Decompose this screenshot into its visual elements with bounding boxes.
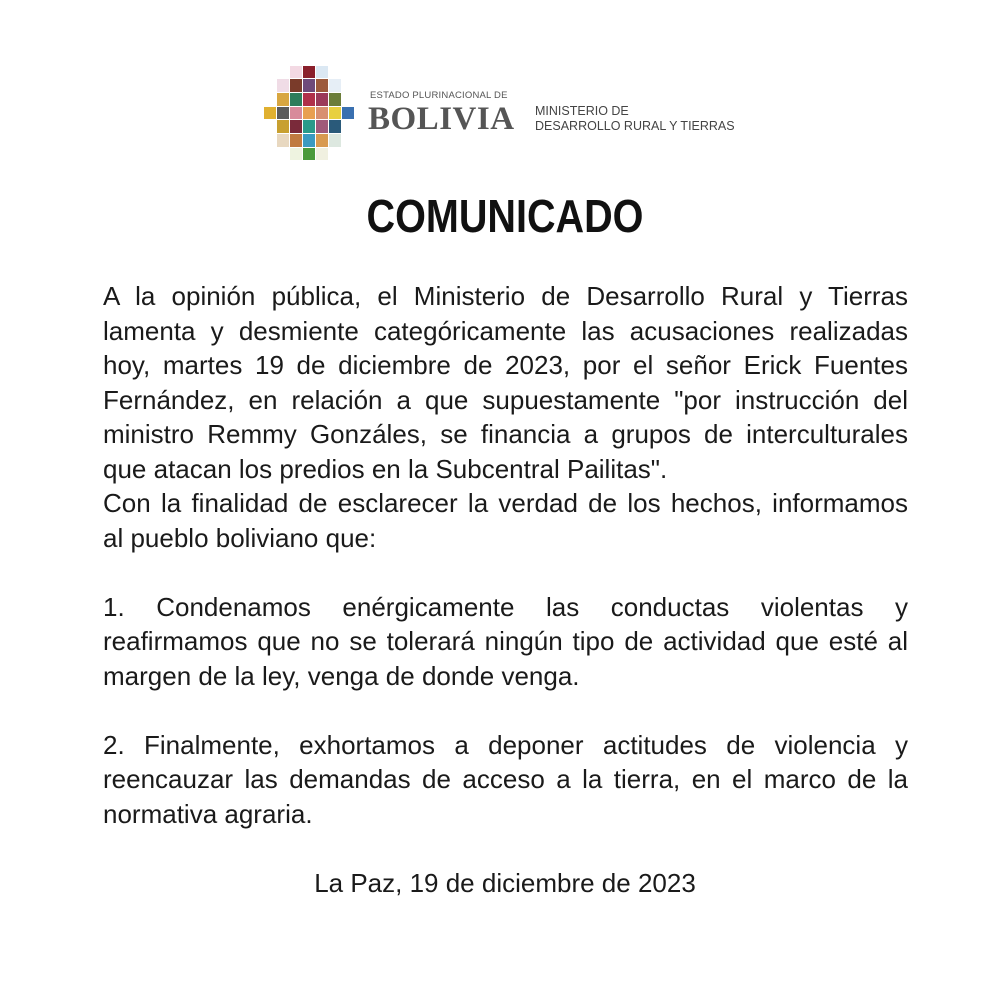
text-line: margen de la ley, venga de donde venga. [103,660,580,691]
ministry-line-1: MINISTERIO DE [535,104,629,118]
page-title: COMUNICADO [366,190,644,242]
ministry-line-2: DESARROLLO RURAL Y TIERRAS [535,119,735,133]
text-line: ministro Remmy Gonzáles, se financia a grupos de interculturales [103,419,908,449]
text-line: que atacan los predios en la Subcentral Pailitas". [103,453,668,484]
text-line: 1. Condenamos enérgicamente las conductas violentas y [103,591,908,622]
text-line: al pueblo boliviano que: [103,522,377,553]
document-body [103,279,908,831]
paragraph-point-1 [103,590,908,694]
text-line: reencauzar las demandas de acceso a la tierra, en el marco de la [103,764,908,794]
logo-subtitle: ESTADO PLURINACIONAL DE [370,90,508,101]
logo-title: BOLIVIA [368,101,515,137]
text-line: reafirmamos que no se tolerará ningún tipo de actividad que esté al [103,626,908,656]
text-line: Con la finalidad de esclarecer la verdad de los hechos, informamos [103,488,908,518]
paragraph-point-2 [103,728,908,832]
date-line: La Paz, 19 de diciembre de 2023 [314,868,696,898]
paragraph-intro [103,279,908,486]
text-line: 2. Finalmente, exhortamos a deponer actitudes de violencia y [103,729,908,760]
text-line: normativa agraria. [103,798,313,829]
text-line: lamenta y desmiente categóricamente las acusaciones realizadas [103,315,908,346]
paragraph-purpose [103,486,908,555]
bolivia-coat-mosaic-logo [263,65,354,161]
text-line: hoy, martes 19 de diciembre de 2023, por el señor Erick Fuentes [103,350,908,380]
text-line: Fernández, en relación a que supuestamente "por instrucción del [103,384,908,415]
ministry-name [535,104,735,134]
text-line: A la opinión pública, el Ministerio de Desarrollo Rural y Tierras [103,281,908,311]
